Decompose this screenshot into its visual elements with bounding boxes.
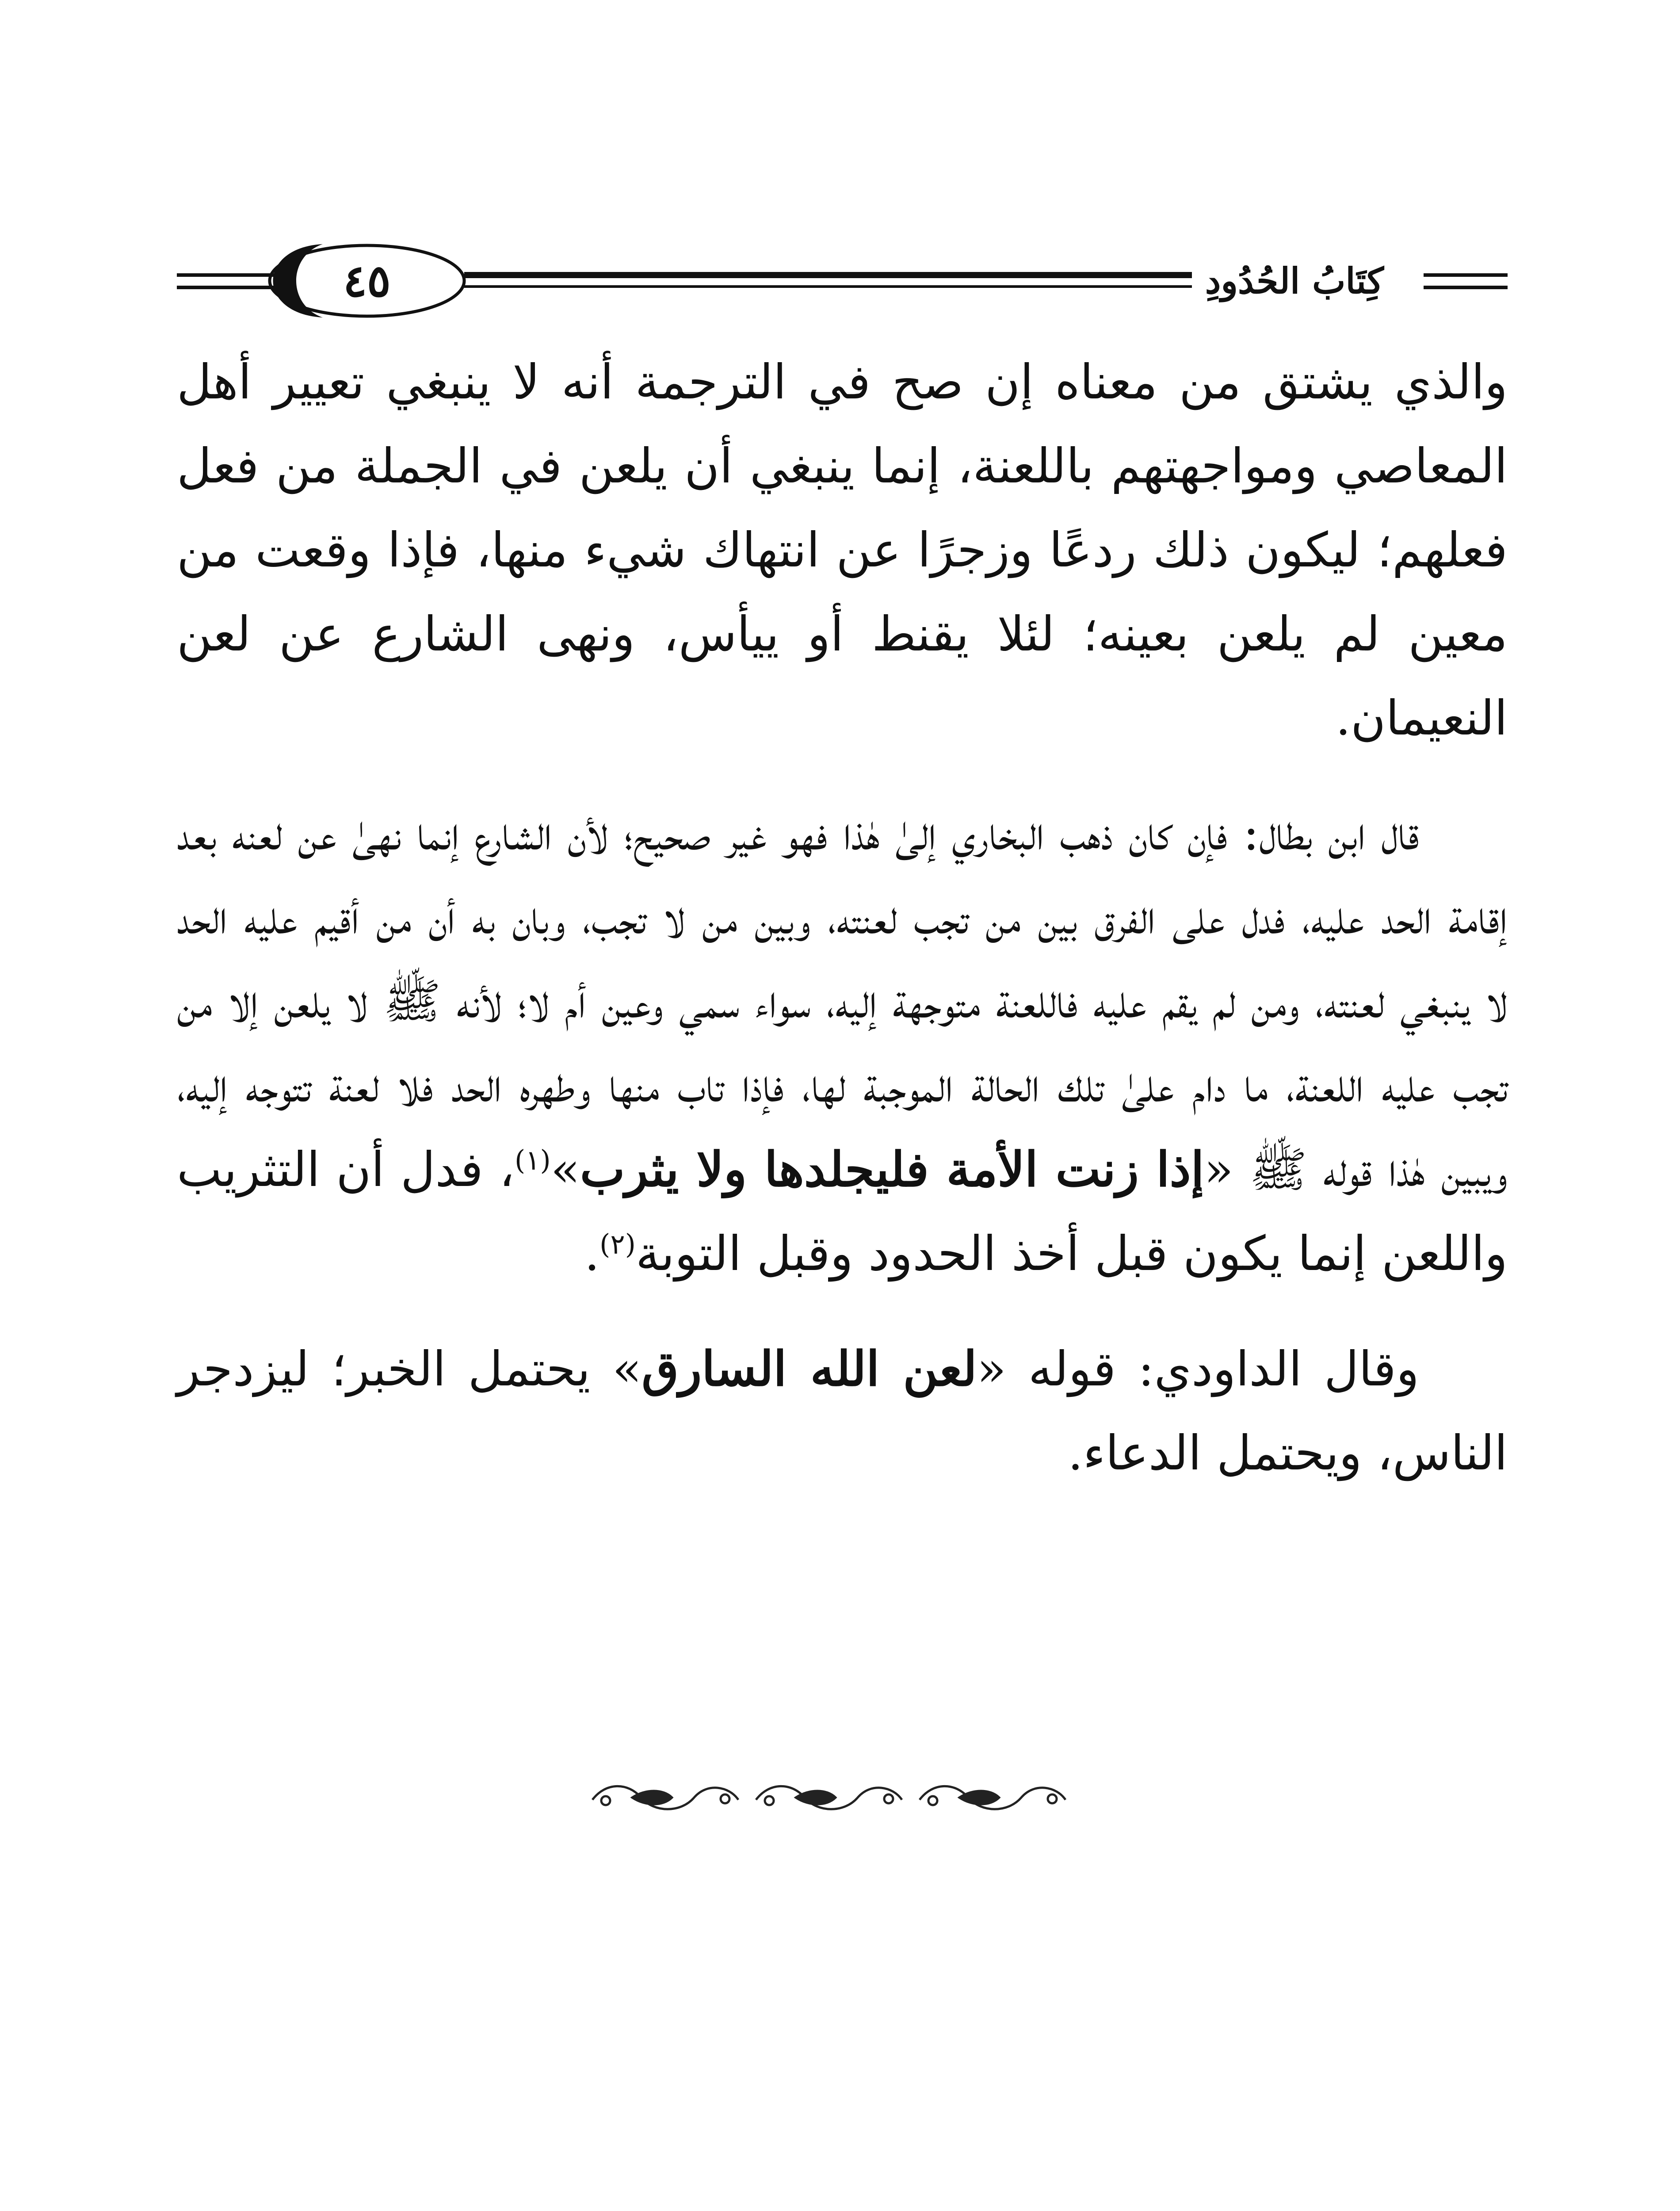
paragraph-2-text-a: قال ابن بطال: فإن كان ذهب البخاري إلىٰ هٰذا فهو غير صحيح؛ لأن الشارع إنما نهىٰ عن لعنه بعد إقامة الحد عليه، فدل على الفرق بين من تجب لعنته، وبين من لا تجب، وبان به أن من أقيم عليه الحد لا ينبغي لعنته، ومن لم يقم عليه فاللعنة متوجهة إليه، سواء سمي وعين أم لا؛ لأنه ﷺ لا يلعن إلا من تجب عليه اللعنة، ما دام علىٰ تلك الحالة الموجبة لها، فإذا تاب منها وطهره الحد فلا لعنة تتوجه إليه، ويبين هٰذا قوله ﷺ «	[177, 806, 1508, 1197]
paragraph-3	[177, 1327, 1508, 1496]
paragraph-2	[177, 792, 1508, 1296]
paragraph-3-text-a: وقال الداودي: قوله «	[977, 1342, 1419, 1397]
running-title: كِتَابُ الحُدُودِ	[1192, 254, 1397, 307]
paragraph-2-end: .	[584, 1226, 600, 1281]
page-header	[177, 239, 1508, 323]
paragraph-3-text-b: » يحتمل الخبر؛ ليزدجر الناس، ويحتمل الدعاء.	[177, 1342, 1508, 1481]
paragraph-1-text: والذي يشتق من معناه إن صح في الترجمة أنه لا ينبغي تعيير أهل المعاصي ومواجهتهم باللعنة، إنما ينبغي أن يلعن في الجملة من فعل فعلهم؛ ليكون ذلك ردعًا وزجرًا عن انتهاك شيء منها، فإذا وقعت من معين لم يلعن بعينه؛ لئلا يقنط أو ييأس، ونهى الشارع عن لعن النعيمان.	[177, 355, 1508, 746]
paragraph-2-text-b: ، فدل أن التثريب واللعن إنما يكون قبل أخذ الحدود وقبل التوبة	[177, 1142, 1508, 1281]
footnote-ref-1[interactable]: (١)	[515, 1144, 551, 1176]
main-text	[177, 340, 1508, 1526]
hadith-quote-2: لعن الله السارق	[641, 1341, 977, 1397]
floral-ornament-divider	[579, 1773, 1074, 1822]
paragraph-1	[177, 340, 1508, 761]
footnote-ref-2[interactable]: (٢)	[599, 1228, 636, 1260]
quote-close: »	[550, 1142, 580, 1197]
hadith-quote: إذا زنت الأمة فليجلدها ولا يثرب	[580, 1142, 1204, 1197]
page-number: ٤٥	[343, 255, 391, 307]
